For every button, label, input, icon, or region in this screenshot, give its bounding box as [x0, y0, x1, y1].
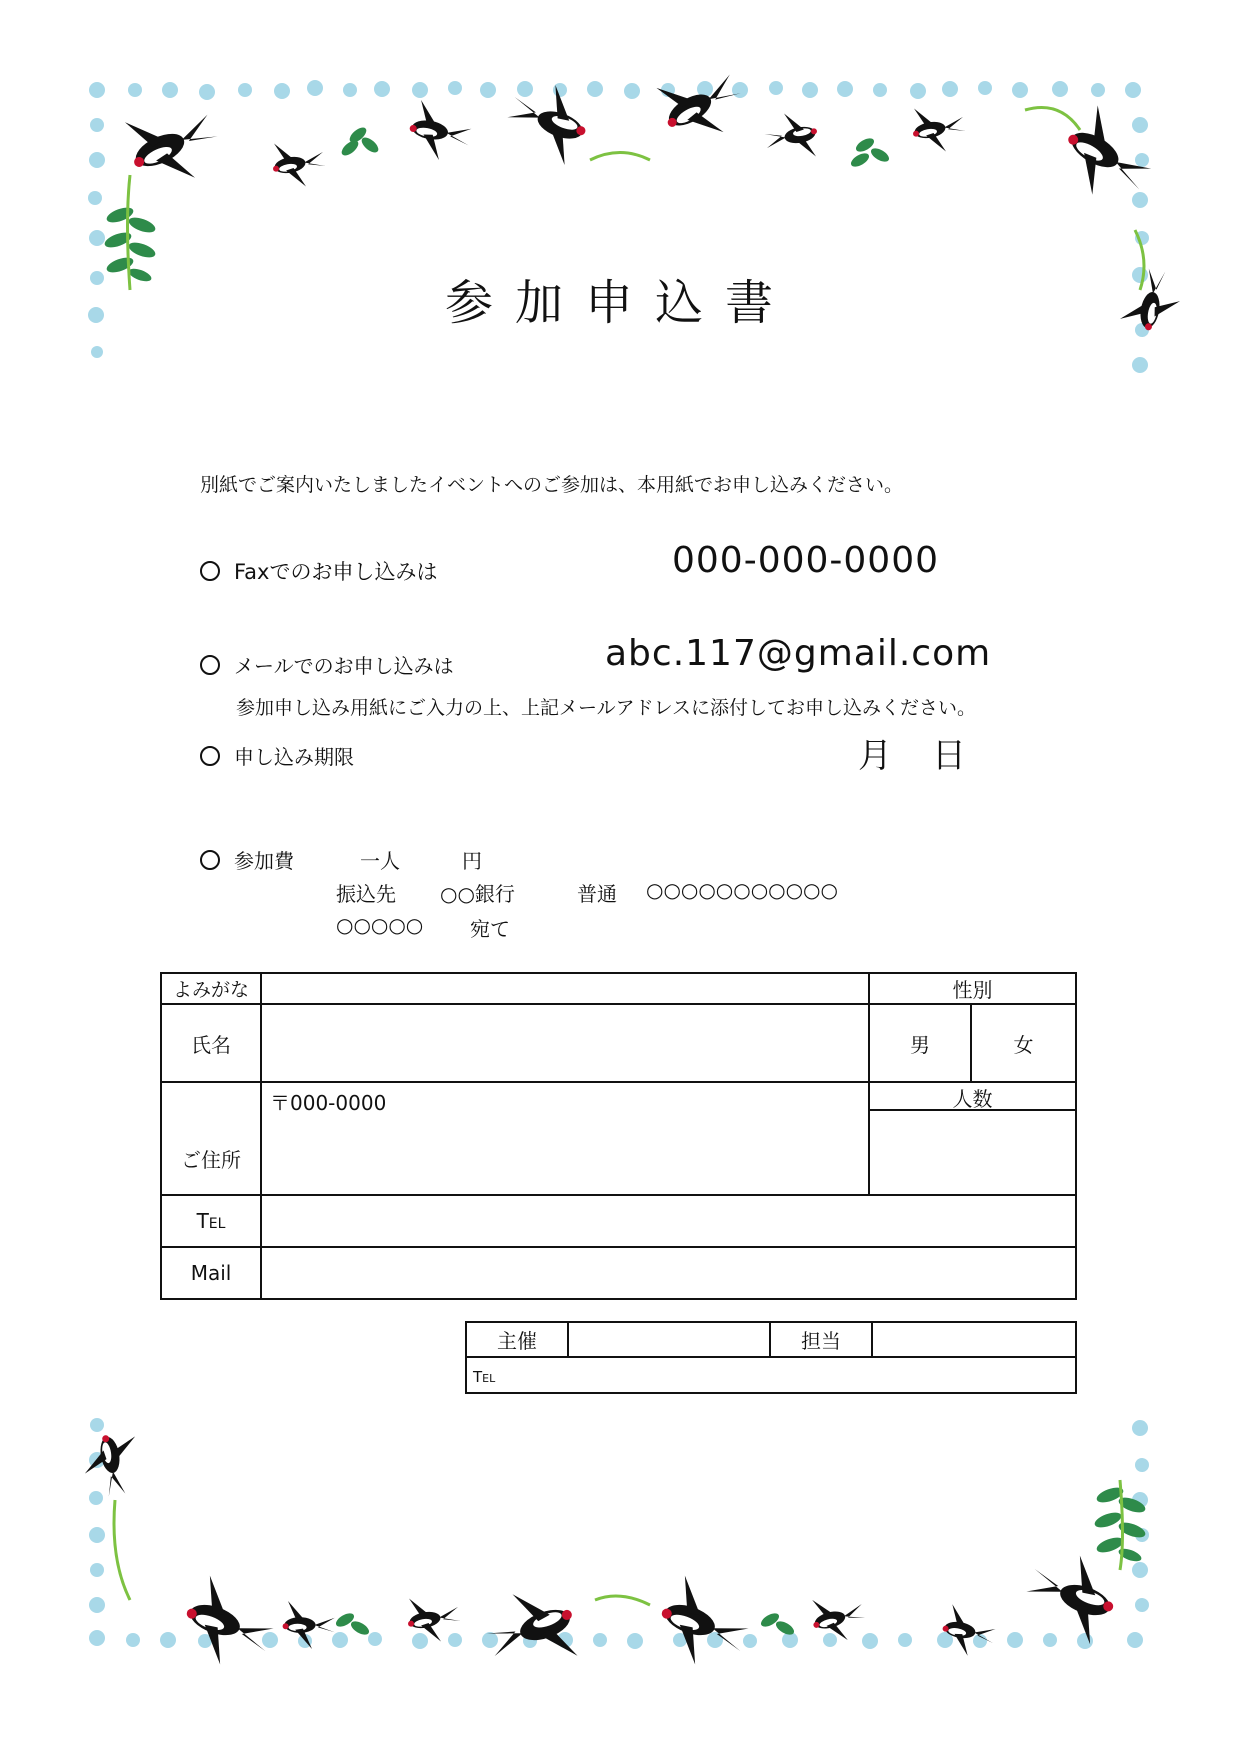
fax-label-row: [200, 556, 437, 586]
dot-border-top: [89, 80, 1141, 100]
host-tel-label: Tel: [473, 1368, 496, 1386]
account-type: 普通: [577, 882, 617, 906]
dot-border-bottom-sides: [89, 1418, 1149, 1613]
count-label: 人数: [870, 1083, 1075, 1111]
fee-per-person: 一人: [360, 849, 400, 873]
page-title: 参加申込書: [444, 275, 795, 332]
leaf-sprigs: [103, 125, 1147, 1638]
gender-male-option[interactable]: 男: [869, 1004, 971, 1082]
mail-note: 参加申し込み用紙にご入力の上、上記メールアドレスに添付してお申し込みください。: [236, 697, 977, 719]
address-label-text: ご住所: [181, 1148, 241, 1172]
circle-bullet-icon: [200, 655, 220, 675]
deadline-month: 月: [858, 736, 892, 776]
zip-code: 〒000-0000: [270, 1091, 387, 1115]
fax-label: Faxでのお申し込みは: [234, 560, 438, 584]
organizer-field[interactable]: [568, 1322, 770, 1357]
organizer-table: [465, 1321, 1077, 1394]
organizer-label: 主催: [466, 1322, 568, 1357]
count-cell[interactable]: [869, 1082, 1076, 1195]
fee-label: 参加費: [234, 849, 294, 873]
bank-name: ○○銀行: [440, 882, 515, 906]
fax-number: 000-000-0000: [672, 540, 940, 581]
deadline-day: 日: [932, 736, 966, 776]
host-tel-field[interactable]: [466, 1357, 1076, 1393]
gender-female-option[interactable]: 女: [971, 1004, 1076, 1082]
circle-bullet-icon: [200, 850, 220, 870]
name-field[interactable]: [261, 1004, 869, 1082]
address-field[interactable]: [261, 1082, 869, 1195]
mail-field-label: Mail: [161, 1247, 261, 1299]
circle-bullet-icon: [200, 561, 220, 581]
gender-label: 性別: [869, 973, 1076, 1004]
tel-label: Tel: [161, 1195, 261, 1247]
mail-address[interactable]: abc.117@gmail.com: [605, 633, 992, 674]
intro-text: 別紙でご案内いたしましたイベントへのご参加は、本用紙でお申し込みください。: [200, 474, 904, 496]
transfer-label: 振込先: [336, 882, 396, 906]
name-label: 氏名: [161, 1004, 261, 1082]
deadline-label: 申し込み期限: [234, 745, 354, 769]
yomigana-field[interactable]: [261, 973, 869, 1004]
mail-label: メールでのお申し込みは: [234, 654, 454, 678]
mail-field[interactable]: [261, 1247, 1076, 1299]
address-label: [161, 1082, 261, 1195]
contact-label: 担当: [770, 1322, 872, 1357]
mail-label-row: [200, 650, 454, 679]
circle-bullet-icon: [200, 746, 220, 766]
account-number: ○○○○○○○○○○○: [646, 878, 838, 902]
application-form-table: [160, 972, 1077, 1300]
payee-suffix: 宛て: [470, 917, 510, 941]
deadline-label-row: [200, 741, 354, 770]
yomigana-label: よみがな: [161, 973, 261, 1004]
fee-yen: 円: [462, 849, 482, 873]
fee-label-row: [200, 845, 294, 874]
contact-field[interactable]: [872, 1322, 1076, 1357]
tel-field[interactable]: [261, 1195, 1076, 1247]
payee-name: ○○○○○: [336, 913, 424, 937]
